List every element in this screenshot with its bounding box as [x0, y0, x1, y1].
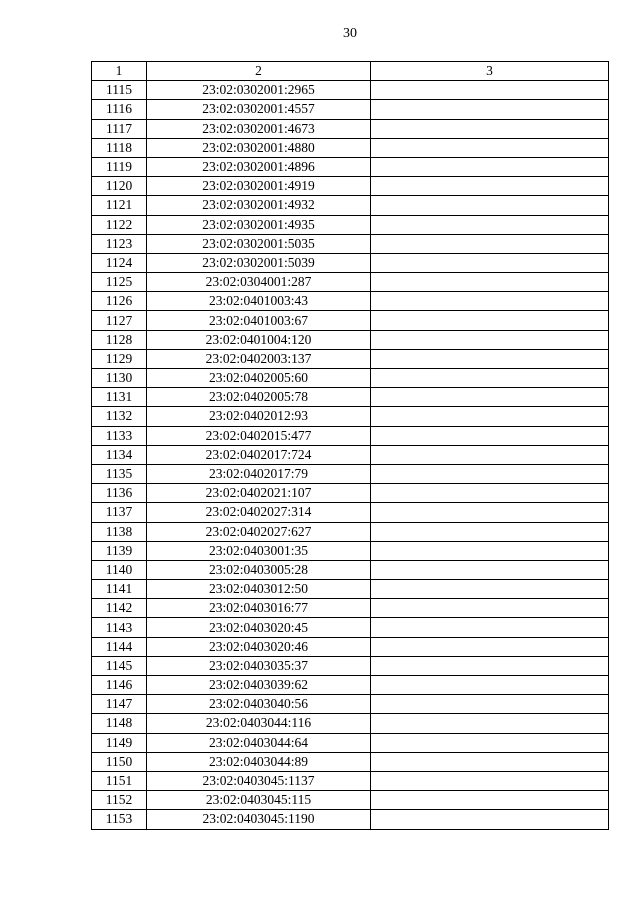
cell-notes [371, 656, 609, 675]
cell-row-number: 1125 [92, 273, 147, 292]
table-row [92, 637, 609, 656]
cell-row-number: 1148 [92, 714, 147, 733]
cell-notes [371, 100, 609, 119]
cell-cadastral-number: 23:02:0401003:43 [147, 292, 371, 311]
cell-notes [371, 369, 609, 388]
table-row [92, 810, 609, 829]
cell-notes [371, 445, 609, 464]
cell-notes [371, 81, 609, 100]
table-body [92, 81, 609, 829]
cell-row-number: 1147 [92, 695, 147, 714]
cell-row-number: 1136 [92, 484, 147, 503]
cell-notes [371, 503, 609, 522]
cell-notes [371, 138, 609, 157]
cell-cadastral-number: 23:02:0402017:724 [147, 445, 371, 464]
table-row [92, 81, 609, 100]
cell-cadastral-number: 23:02:0403035:37 [147, 656, 371, 675]
table-row [92, 196, 609, 215]
cell-cadastral-number: 23:02:0302001:5035 [147, 234, 371, 253]
column-header-cadastral-number: 2 [147, 62, 371, 81]
cell-notes [371, 407, 609, 426]
table-row [92, 138, 609, 157]
cell-notes [371, 464, 609, 483]
cell-cadastral-number: 23:02:0402027:314 [147, 503, 371, 522]
cell-notes [371, 426, 609, 445]
cell-notes [371, 618, 609, 637]
cell-notes [371, 215, 609, 234]
cell-cadastral-number: 23:02:0403001:35 [147, 541, 371, 560]
table-row [92, 407, 609, 426]
table-row [92, 426, 609, 445]
table-row [92, 330, 609, 349]
cell-row-number: 1132 [92, 407, 147, 426]
cell-row-number: 1143 [92, 618, 147, 637]
cell-notes [371, 273, 609, 292]
cell-notes [371, 791, 609, 810]
cell-row-number: 1115 [92, 81, 147, 100]
cell-cadastral-number: 23:02:0403045:115 [147, 791, 371, 810]
cell-row-number: 1124 [92, 253, 147, 272]
cell-cadastral-number: 23:02:0302001:4557 [147, 100, 371, 119]
table-row [92, 771, 609, 790]
cell-row-number: 1151 [92, 771, 147, 790]
cell-notes [371, 752, 609, 771]
cell-notes [371, 311, 609, 330]
cell-row-number: 1133 [92, 426, 147, 445]
cell-notes [371, 560, 609, 579]
cell-notes [371, 349, 609, 368]
cell-row-number: 1141 [92, 580, 147, 599]
cell-row-number: 1150 [92, 752, 147, 771]
cell-cadastral-number: 23:02:0302001:4880 [147, 138, 371, 157]
cell-row-number: 1146 [92, 676, 147, 695]
cell-cadastral-number: 23:02:0402027:627 [147, 522, 371, 541]
column-header-number: 1 [92, 62, 147, 81]
table-row [92, 560, 609, 579]
cell-notes [371, 196, 609, 215]
table-row [92, 311, 609, 330]
cell-notes [371, 119, 609, 138]
cell-cadastral-number: 23:02:0403040:56 [147, 695, 371, 714]
table-row [92, 464, 609, 483]
cell-cadastral-number: 23:02:0401003:67 [147, 311, 371, 330]
cell-cadastral-number: 23:02:0403020:45 [147, 618, 371, 637]
table-row [92, 522, 609, 541]
table-row [92, 791, 609, 810]
table-row [92, 119, 609, 138]
cell-row-number: 1140 [92, 560, 147, 579]
cell-row-number: 1134 [92, 445, 147, 464]
cell-row-number: 1142 [92, 599, 147, 618]
cell-row-number: 1135 [92, 464, 147, 483]
cell-row-number: 1120 [92, 177, 147, 196]
cell-notes [371, 714, 609, 733]
cell-notes [371, 484, 609, 503]
table-row [92, 388, 609, 407]
cell-notes [371, 733, 609, 752]
table-row [92, 157, 609, 176]
cell-notes [371, 388, 609, 407]
cell-cadastral-number: 23:02:0403045:1190 [147, 810, 371, 829]
cell-row-number: 1118 [92, 138, 147, 157]
cell-row-number: 1149 [92, 733, 147, 752]
cell-cadastral-number: 23:02:0402015:477 [147, 426, 371, 445]
cell-notes [371, 599, 609, 618]
cell-notes [371, 695, 609, 714]
cell-row-number: 1129 [92, 349, 147, 368]
cell-row-number: 1116 [92, 100, 147, 119]
cell-cadastral-number: 23:02:0302001:5039 [147, 253, 371, 272]
cell-row-number: 1137 [92, 503, 147, 522]
cell-cadastral-number: 23:02:0403020:46 [147, 637, 371, 656]
cell-cadastral-number: 23:02:0302001:4673 [147, 119, 371, 138]
cell-cadastral-number: 23:02:0402017:79 [147, 464, 371, 483]
table-row [92, 695, 609, 714]
column-header-notes: 3 [371, 62, 609, 81]
cell-row-number: 1127 [92, 311, 147, 330]
page-number: 30 [343, 26, 357, 41]
cell-notes [371, 253, 609, 272]
cell-row-number: 1123 [92, 234, 147, 253]
table-row [92, 100, 609, 119]
table-row [92, 733, 609, 752]
table-row [92, 599, 609, 618]
table-row [92, 752, 609, 771]
cell-row-number: 1152 [92, 791, 147, 810]
cell-row-number: 1119 [92, 157, 147, 176]
cell-cadastral-number: 23:02:0302001:4896 [147, 157, 371, 176]
cell-cadastral-number: 23:02:0403044:89 [147, 752, 371, 771]
cell-row-number: 1145 [92, 656, 147, 675]
cell-notes [371, 330, 609, 349]
cell-cadastral-number: 23:02:0304001:287 [147, 273, 371, 292]
cell-row-number: 1138 [92, 522, 147, 541]
cell-notes [371, 580, 609, 599]
cell-cadastral-number: 23:02:0403005:28 [147, 560, 371, 579]
cell-cadastral-number: 23:02:0402003:137 [147, 349, 371, 368]
cell-cadastral-number: 23:02:0402012:93 [147, 407, 371, 426]
table-row [92, 349, 609, 368]
table-row [92, 503, 609, 522]
cell-row-number: 1139 [92, 541, 147, 560]
table-header-row [92, 62, 609, 81]
cell-notes [371, 292, 609, 311]
cell-notes [371, 157, 609, 176]
cell-cadastral-number: 23:02:0403012:50 [147, 580, 371, 599]
cell-row-number: 1126 [92, 292, 147, 311]
table-row [92, 234, 609, 253]
cell-row-number: 1122 [92, 215, 147, 234]
cadastral-table [91, 61, 609, 830]
cell-notes [371, 676, 609, 695]
cell-notes [371, 234, 609, 253]
cell-row-number: 1121 [92, 196, 147, 215]
cell-cadastral-number: 23:02:0302001:4932 [147, 196, 371, 215]
table-row [92, 292, 609, 311]
table-row [92, 618, 609, 637]
table-row [92, 273, 609, 292]
cell-cadastral-number: 23:02:0402005:60 [147, 369, 371, 388]
table-row [92, 177, 609, 196]
cell-row-number: 1131 [92, 388, 147, 407]
cell-row-number: 1144 [92, 637, 147, 656]
cell-cadastral-number: 23:02:0403044:64 [147, 733, 371, 752]
cell-notes [371, 541, 609, 560]
table-row [92, 369, 609, 388]
cell-cadastral-number: 23:02:0402005:78 [147, 388, 371, 407]
table-row [92, 541, 609, 560]
table-row [92, 676, 609, 695]
cell-cadastral-number: 23:02:0403016:77 [147, 599, 371, 618]
cell-notes [371, 637, 609, 656]
cell-cadastral-number: 23:02:0401004:120 [147, 330, 371, 349]
cell-cadastral-number: 23:02:0402021:107 [147, 484, 371, 503]
table-row [92, 484, 609, 503]
cell-cadastral-number: 23:02:0302001:4919 [147, 177, 371, 196]
table-row [92, 215, 609, 234]
cell-row-number: 1117 [92, 119, 147, 138]
cell-notes [371, 177, 609, 196]
table-row [92, 445, 609, 464]
cell-row-number: 1153 [92, 810, 147, 829]
table-row [92, 580, 609, 599]
cell-cadastral-number: 23:02:0302001:4935 [147, 215, 371, 234]
cell-notes [371, 522, 609, 541]
table-row [92, 656, 609, 675]
cell-notes [371, 810, 609, 829]
table-row [92, 714, 609, 733]
cell-row-number: 1130 [92, 369, 147, 388]
cell-cadastral-number: 23:02:0403039:62 [147, 676, 371, 695]
cell-cadastral-number: 23:02:0403044:116 [147, 714, 371, 733]
table-row [92, 253, 609, 272]
cell-cadastral-number: 23:02:0302001:2965 [147, 81, 371, 100]
cell-row-number: 1128 [92, 330, 147, 349]
cell-notes [371, 771, 609, 790]
cell-cadastral-number: 23:02:0403045:1137 [147, 771, 371, 790]
